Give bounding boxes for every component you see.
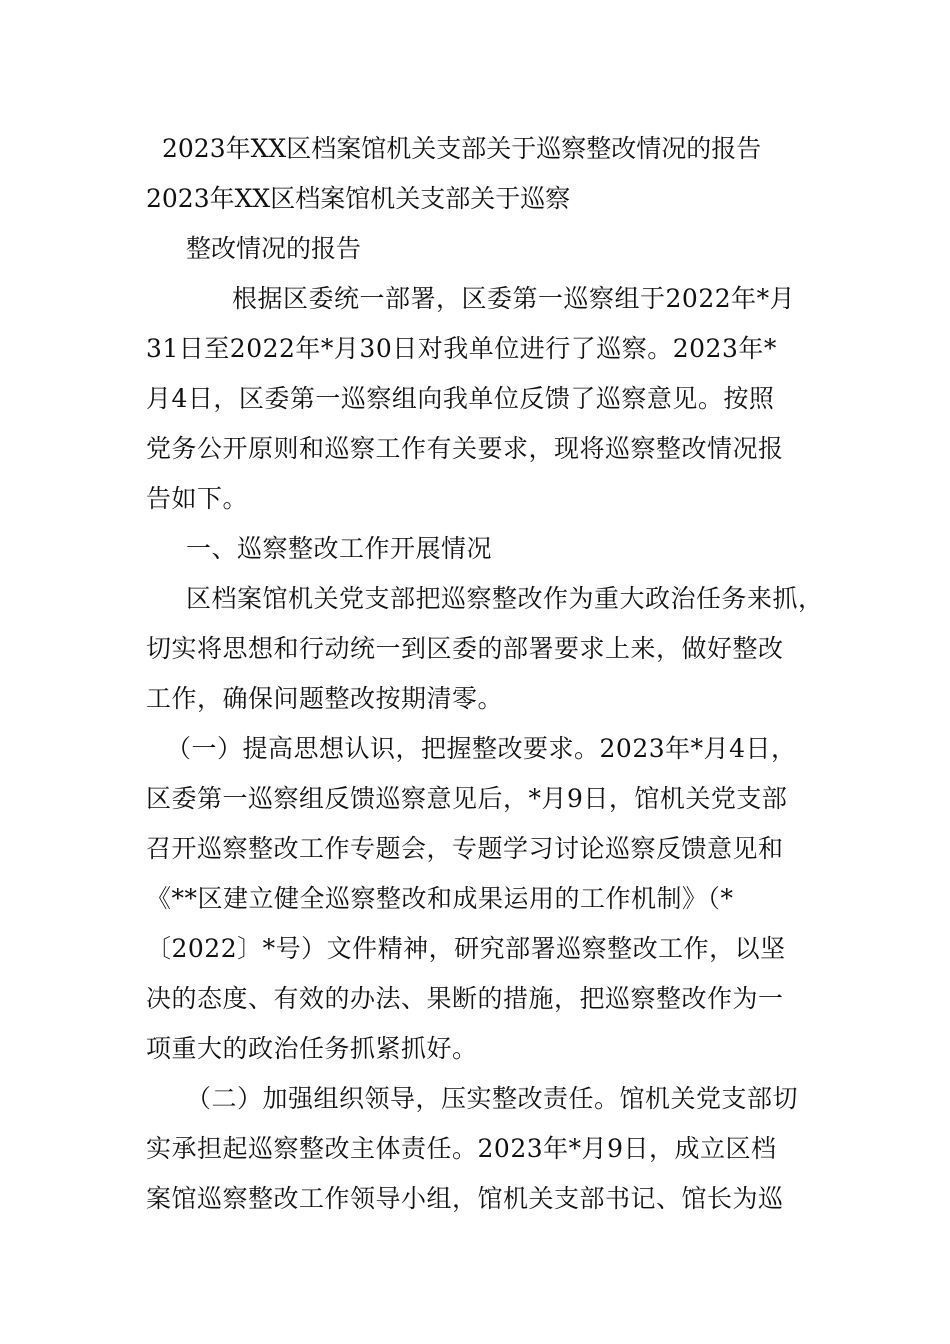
body-line-5: 告如下。: [146, 484, 249, 513]
body-line-10: 召开巡察整改工作专题会，专题学习讨论巡察反馈意见和: [146, 834, 784, 863]
body-line-12: 〔2022〕*号）文件精神，研究部署巡察整改工作，以坚: [146, 934, 786, 963]
document-title-line-2: 2023年XX区档案馆机关支部关于巡察: [146, 184, 571, 213]
body-line-15: 实承担起巡察整改主体责任。2023年*月9日，成立区档: [146, 1134, 777, 1163]
section-heading-1: 一、巡察整改工作开展情况: [186, 534, 493, 563]
subsection-line-2: （二）加强组织领导，压实整改责任。馆机关党支部切: [186, 1084, 799, 1113]
body-line-4: 党务公开原则和巡察工作有关要求，现将巡察整改情况报: [146, 434, 784, 463]
body-line-11: 《**区建立健全巡察整改和成果运用的工作机制》（*: [146, 884, 734, 913]
body-line-8: 工作，确保问题整改按期清零。: [146, 684, 504, 713]
document-title-line-1: 2023年XX区档案馆机关支部关于巡察整改情况的报告: [162, 134, 762, 163]
body-line-6: 区档案馆机关党支部把巡察整改作为重大政治任务来抓，: [186, 584, 824, 613]
body-line-13: 决的态度、有效的办法、果断的措施，把巡察整改作为一: [146, 984, 784, 1013]
body-line-3: 月4日，区委第一巡察组向我单位反馈了巡察意见。按照: [146, 384, 775, 413]
body-line-16: 案馆巡察整改工作领导小组，馆机关支部书记、馆长为巡: [146, 1184, 784, 1213]
body-line-7: 切实将思想和行动统一到区委的部署要求上来，做好整改: [146, 634, 784, 663]
body-line-14: 项重大的政治任务抓紧抓好。: [146, 1034, 478, 1063]
body-line-1: 根据区委统一部署，区委第一巡察组于2022年*月: [232, 284, 796, 313]
body-line-2: 31日至2022年*月30日对我单位进行了巡察。2023年*: [146, 334, 777, 363]
subsection-line-1: （一）提高思想认识，把握整改要求。2023年*月4日，: [166, 734, 797, 763]
document-title-line-3: 整改情况的报告: [186, 234, 362, 263]
body-line-9: 区委第一巡察组反馈巡察意见后，*月9日，馆机关党支部: [146, 784, 788, 813]
